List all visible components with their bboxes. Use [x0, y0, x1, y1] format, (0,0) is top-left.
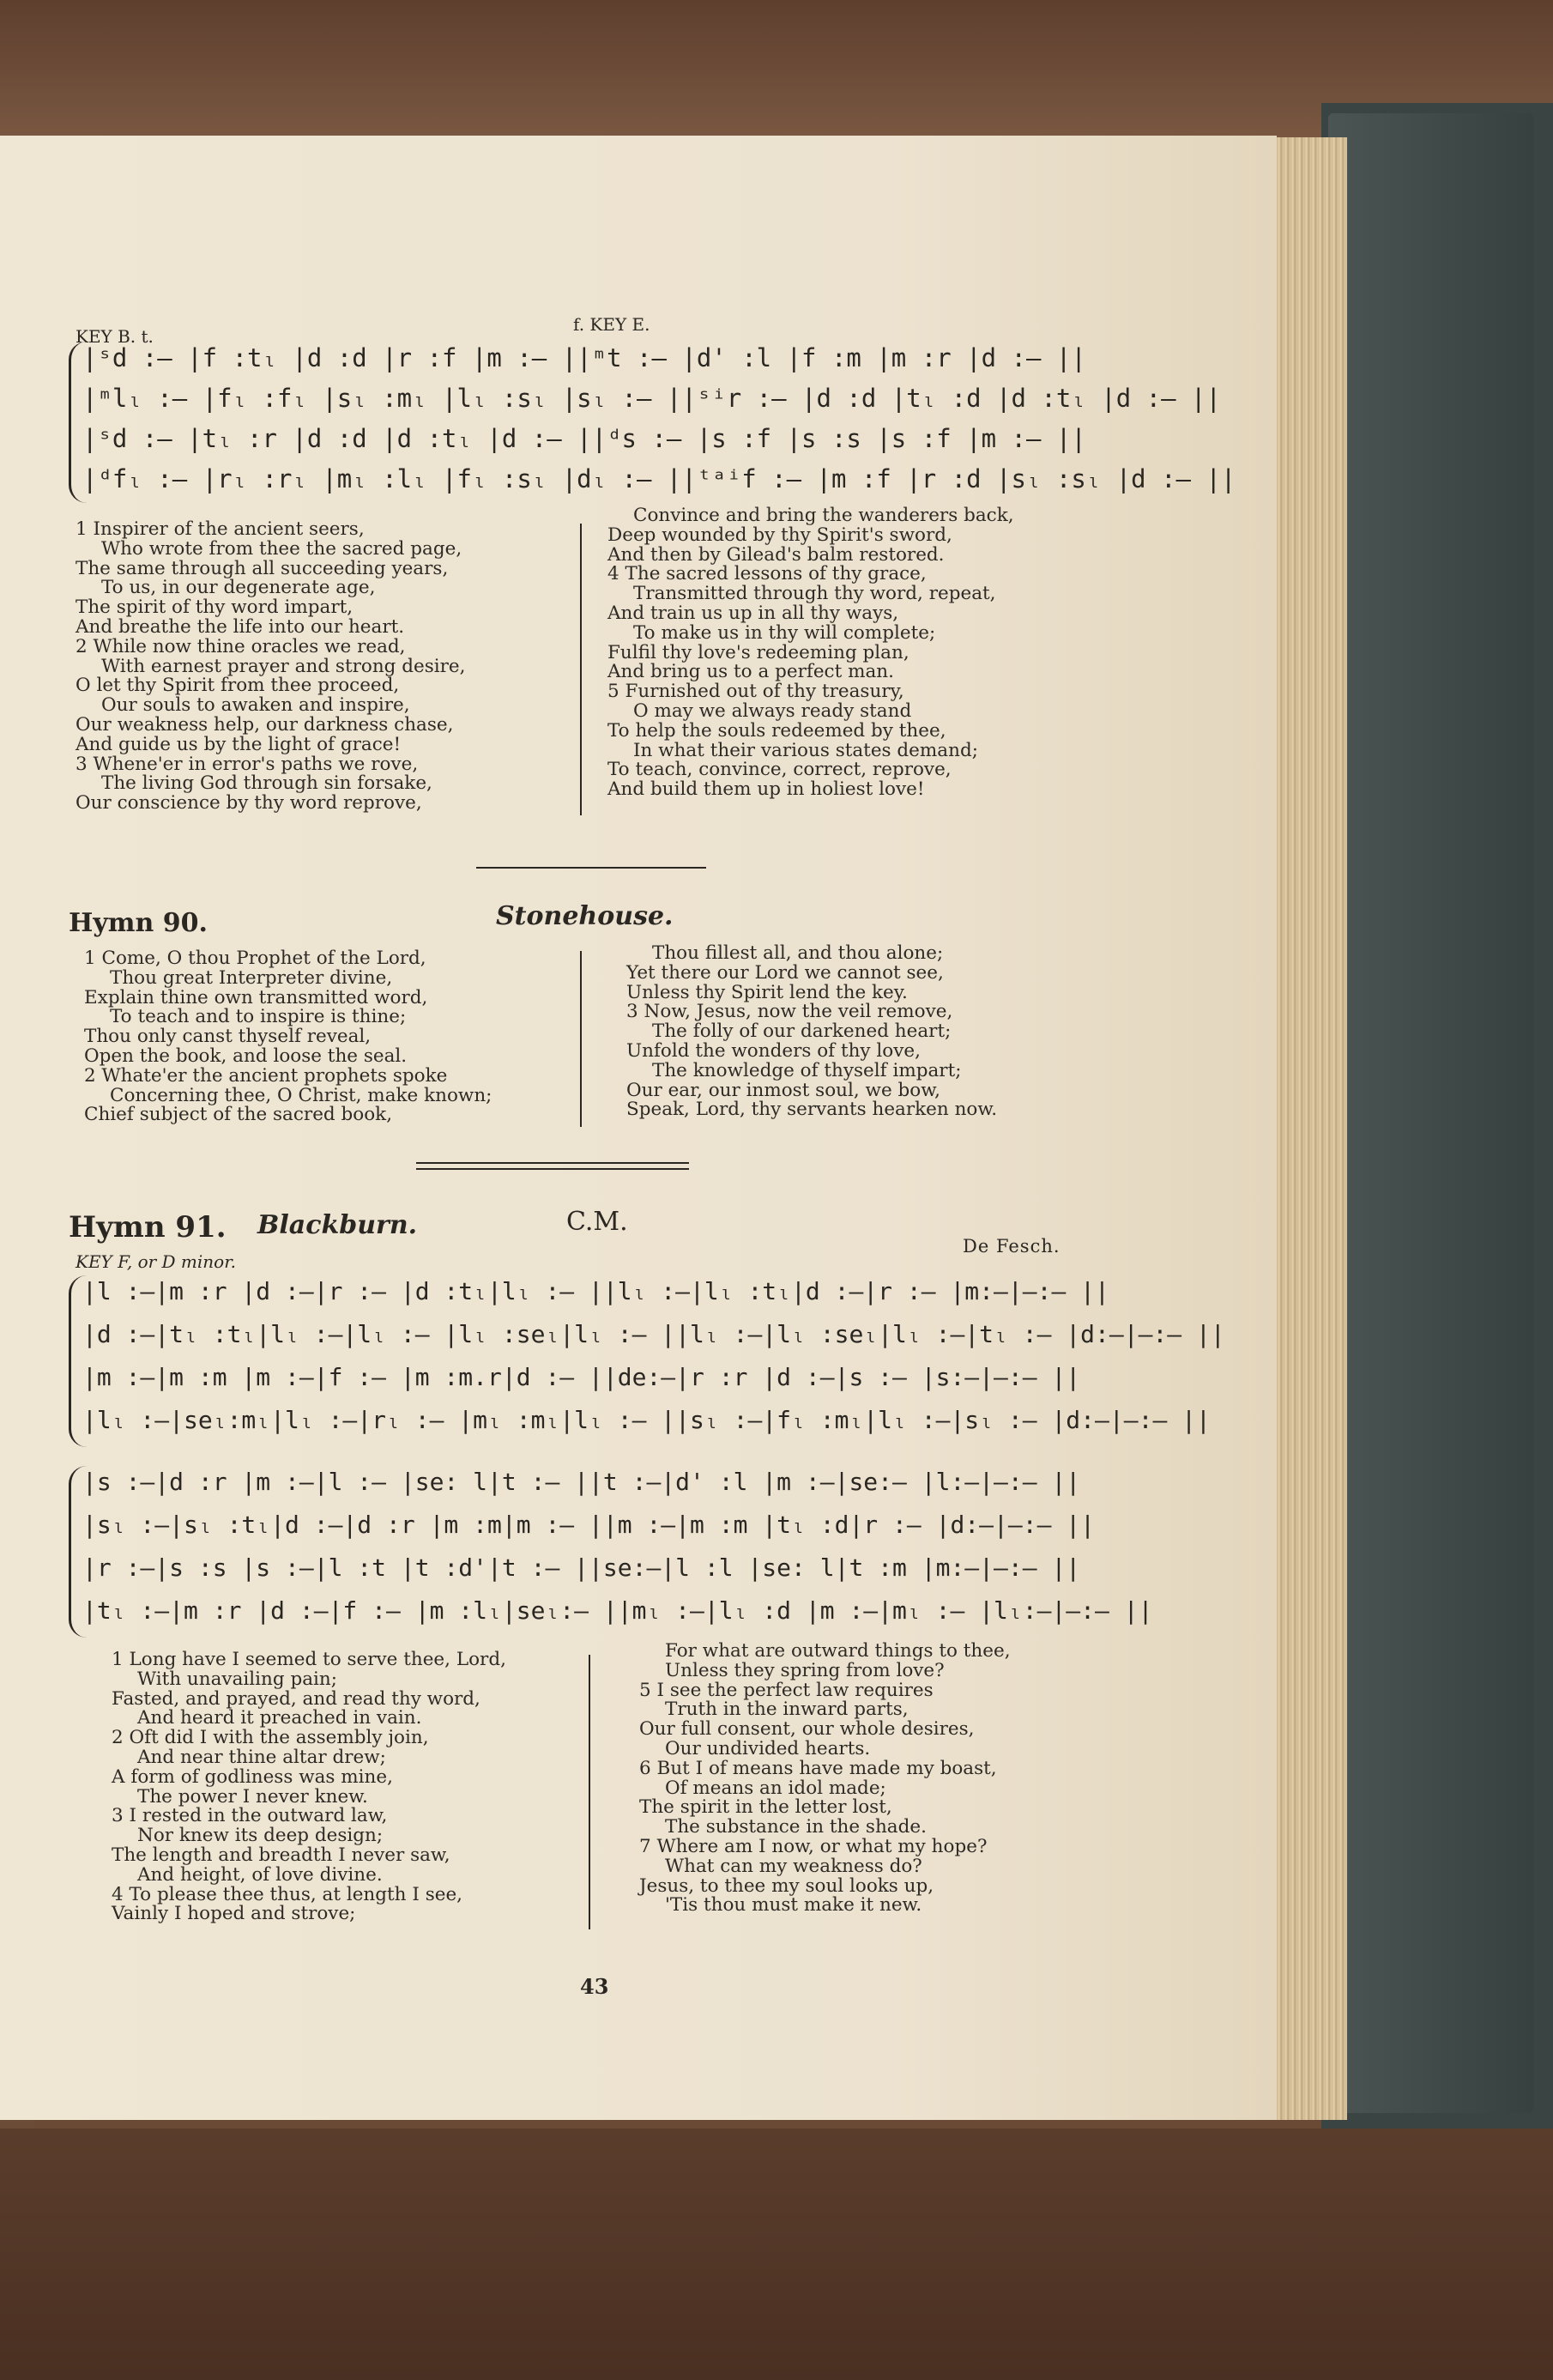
hymn-91-music-b-bass: |tₗ :—|m :r |d :—|f :— |m :lₗ|seₗ:— ||mₗ :—|lₗ :d |m :—|mₗ :— |lₗ:—|—:— ||	[82, 1596, 1153, 1625]
hymn-91-composer: De Fesch.	[963, 1236, 1061, 1257]
background-bottom	[0, 2129, 1553, 2380]
section-rule-double-bottom	[416, 1168, 689, 1170]
key-signature-left: KEY B. t.	[76, 326, 154, 347]
music-row-alto: |ᵐlₗ :— |fₗ :fₗ |sₗ :mₗ |lₗ :sₗ |sₗ :— ||ˢⁱr :— |d :d |tₗ :d |d :tₗ |d :— ||	[82, 384, 1221, 413]
hymn-90-title: Hymn 90.	[69, 908, 208, 938]
hymn-91-title: Hymn 91.	[69, 1210, 227, 1245]
hymn-91-music-a-soprano: |l :—|m :r |d :—|r :— |d :tₗ|lₗ :— ||lₗ :—|lₗ :tₗ|d :—|r :— |m:—|—:— ||	[82, 1277, 1109, 1305]
verses-right-column: Convince and bring the wanderers back, Deep wounded by thy Spirit's sword, And then by Gilead's balm restored. 4 The sacred lessons of thy grace, Transmitted through thy word, repeat, And train us up in all thy ways, To make us in thy will complete; Fulfil thy love's redeeming plan, And bring us to a perfect man. 5 Furnished out of thy treasury, O may we always ready stand To help the souls redeemed by thee, In what their various states demand; To teach, convince, correct, reprove, And build them up in holiest love!	[607, 505, 1014, 801]
hymn-91-music-b-soprano: |s :—|d :r |m :—|l :— |se: l|t :— ||t :—|d' :l |m :—|se:— |l:—|—:— ||	[82, 1468, 1081, 1496]
hymn-91-music-b-alto: |sₗ :—|sₗ :tₗ|d :—|d :r |m :m|m :— ||m :—|m :m |tₗ :d|r :— |d:—|—:— ||	[82, 1511, 1096, 1539]
hymn-91-music-a-alto: |d :—|tₗ :tₗ|lₗ :—|lₗ :— |lₗ :seₗ|lₗ :— ||lₗ :—|lₗ :seₗ|lₗ :—|tₗ :— |d:—|—:— ||	[82, 1320, 1225, 1348]
hymn-90-tune-name: Stonehouse.	[496, 901, 674, 931]
book-cover-cloth	[1328, 113, 1534, 2113]
hymn-91-tune-name: Blackburn.	[257, 1210, 418, 1240]
music-row-bass: |ᵈfₗ :— |rₗ :rₗ |mₗ :lₗ |fₗ :sₗ |dₗ :— ||ᵗᵃⁱf :— |m :f |r :d |sₗ :sₗ |d :— ||	[82, 464, 1236, 494]
column-divider	[580, 951, 582, 1127]
page-number: 43	[580, 1974, 609, 1999]
hymn-90-verses-left: 1 Come, O thou Prophet of the Lord, Thou great Interpreter divine, Explain thine own transmitted word, To teach and to inspire is thine; Thou only canst thyself reveal, Open the book, and loose the seal. 2 Whate'er the ancient prophets spoke Concerning thee, O Christ, make known; Chief subject of the sacred book,	[84, 948, 492, 1126]
background-top	[0, 0, 1553, 142]
music-row-tenor: |ˢd :— |tₗ :r |d :d |d :tₗ |d :— ||ᵈs :— |s :f |s :s |s :f |m :— ||	[82, 424, 1086, 453]
hymn-91-music-a-bass: |lₗ :—|seₗ:mₗ|lₗ :—|rₗ :— |mₗ :mₗ|lₗ :— ||sₗ :—|fₗ :mₗ|lₗ :—|sₗ :— |d:—|—:— ||	[82, 1406, 1211, 1434]
hymn-91-key: KEY F, or D minor.	[76, 1251, 236, 1272]
page-edges	[1270, 137, 1347, 2120]
hymn-91-verses-left: 1 Long have I seemed to serve thee, Lord, With unavailing pain; Fasted, and prayed, and read thy word, And heard it preached in vain. 2 Oft did I with the assembly join, And near thine altar drew; A form of godliness was mine, The power I never knew. 3 I rested in the outward law, Nor knew its deep design; The length and breadth I never saw, And height, of love divine. 4 To please thee thus, at length I see, Vainly I hoped and strove;	[112, 1649, 506, 1925]
verses-left-column: 1 Inspirer of the ancient seers, Who wrote from thee the sacred page, The same through all succeeding years, To us, in our degenerate age, The spirit of thy word impart, And breathe the life into our heart. 2 While now thine oracles we read, With earnest prayer and strong desire, O let thy Spirit from thee proceed, Our souls to awaken and inspire, Our weakness help, our darkness chase, And guide us by the light of grace! 3 Whene'er in error's paths we rove, The living God through sin forsake, Our conscience by thy word reprove,	[76, 518, 466, 815]
key-signature-modulation: f. KEY E.	[573, 314, 650, 335]
column-divider	[589, 1655, 590, 1929]
section-rule-double-top	[416, 1162, 689, 1164]
music-row-soprano: |ˢd :— |f :tₗ |d :d |r :f |m :— ||ᵐt :— |d' :l |f :m |m :r |d :— ||	[82, 343, 1086, 372]
hymn-91-meter: C.M.	[566, 1207, 628, 1237]
book-page	[0, 136, 1277, 2120]
hymn-91-music-a-tenor: |m :—|m :m |m :—|f :— |m :m.r|d :— ||de:—|r :r |d :—|s :— |s:—|—:— ||	[82, 1363, 1081, 1391]
hymn-90-verses-right: Thou fillest all, and thou alone; Yet there our Lord we cannot see, Unless thy Spirit lend the key. 3 Now, Jesus, now the veil remove, The folly of our darkened heart; Unfold the wonders of thy love, The knowledge of thyself impart; Our ear, our inmost soul, we bow, Speak, Lord, thy servants hearken now.	[626, 942, 998, 1121]
hymn-91-verses-right: For what are outward things to thee, Unless they spring from love? 5 I see the perfect law requires Truth in the inward parts, Our full consent, our whole desires, Our undivided hearts. 6 But I of means have made my boast, Of means an idol made; The spirit in the letter lost, The substance in the shade. 7 Where am I now, or what my hope? What can my weakness do? Jesus, to thee my soul looks up, 'Tis thou must make it new.	[639, 1640, 1011, 1917]
hymn-91-music-b-tenor: |r :—|s :s |s :—|l :t |t :d'|t :— ||se:—|l :l |se: l|t :m |m:—|—:— ||	[82, 1553, 1081, 1582]
section-rule	[476, 867, 706, 869]
column-divider	[580, 524, 582, 815]
